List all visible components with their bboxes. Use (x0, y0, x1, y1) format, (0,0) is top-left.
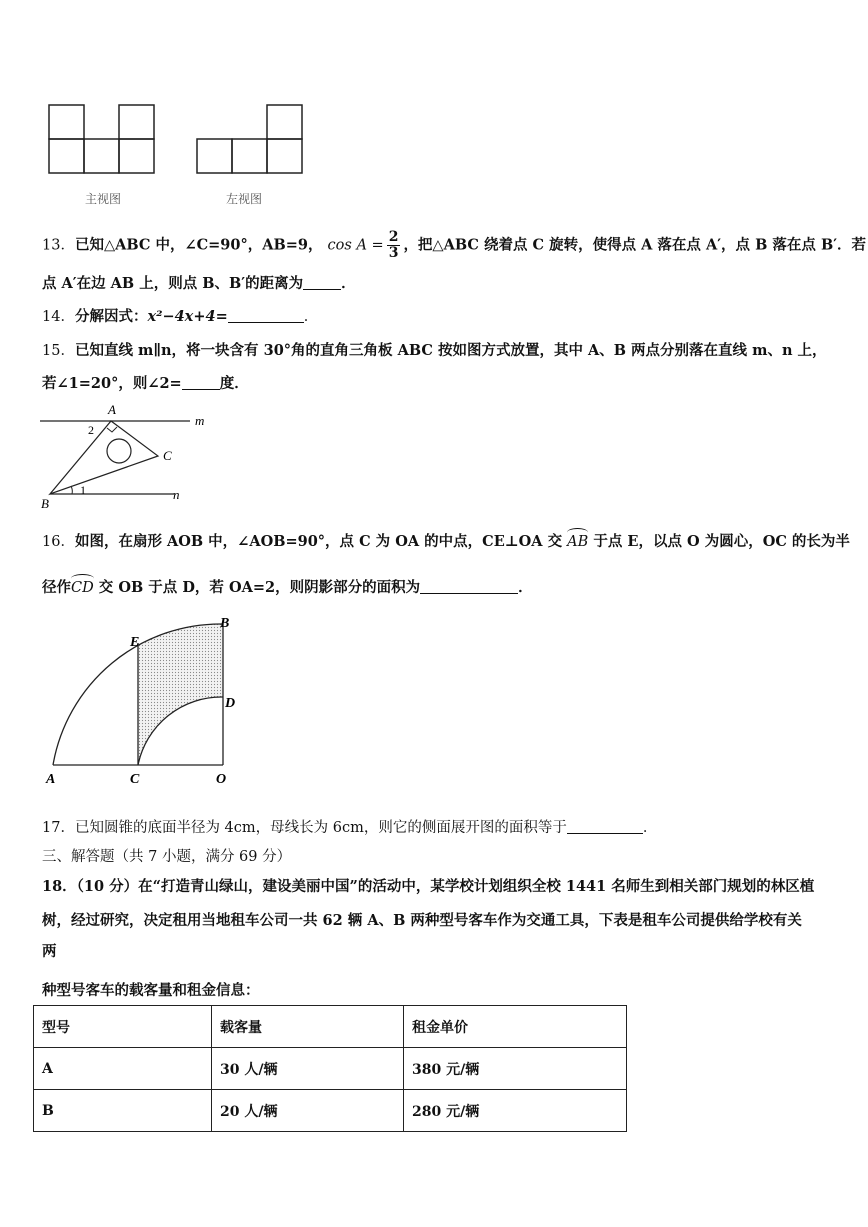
label-angle-1: 1 (80, 483, 86, 497)
label-d: D (225, 696, 236, 711)
q15-answer-blank[interactable] (182, 375, 220, 390)
q17-answer-blank[interactable] (567, 819, 643, 834)
q16-answer-blank[interactable] (420, 579, 518, 594)
q15-figure (38, 400, 210, 515)
q13-answer-blank[interactable] (303, 275, 341, 290)
table-header-cell: 租金单价 (404, 1006, 627, 1048)
q17-text: 已知圆锥的底面半径为 4cm，母线长为 6cm，则它的侧面展开图的面积等于 (74, 820, 567, 836)
q13-end: ． (341, 275, 356, 292)
q16-line2 (42, 574, 533, 598)
table-header-cell: 型号 (34, 1006, 212, 1048)
label-c: C (130, 772, 140, 787)
q14-text: 分解因式： (74, 308, 148, 325)
q14-answer-blank[interactable] (228, 308, 304, 323)
triangle-hole (107, 439, 131, 463)
q13-cos-label: cos A = (327, 237, 384, 254)
label-b: B (220, 616, 230, 631)
q17-line (42, 818, 657, 838)
q14-expression: x²−4x+4= (147, 308, 228, 325)
q17-number: 17． (42, 820, 75, 836)
q16-figure (36, 605, 251, 790)
q14-line (42, 307, 318, 327)
label-a: A (108, 402, 116, 417)
triangle-abc (50, 421, 158, 494)
q16-part1: 如图，在扇形 AOB 中，∠AOB=90°，点 C 为 OA 的中点，CE⊥OA 交 (74, 533, 563, 550)
angle-1-arc (71, 486, 72, 494)
q13-text-part2: ，把△ABC 绕着点 C 旋转，使得点 A 落在点 A′，点 B 落在点 B′．若 (403, 236, 867, 254)
q16-arc-cd: CD (71, 574, 94, 598)
q13-line2 (42, 274, 356, 294)
q16-end: ． (518, 579, 533, 596)
q13-frac-numerator: 2 (388, 229, 399, 245)
left-view-caption: 左视图 (226, 192, 263, 206)
q16-line2b: 交 OB 于点 D，若 OA=2，则阴影部分的面积为 (98, 579, 421, 596)
q18-line3: 两 (42, 943, 57, 960)
front-view-caption: 主视图 (85, 192, 122, 206)
label-angle-2: 2 (88, 423, 94, 437)
left-view-drawing (197, 105, 302, 173)
q18-line1: 18．（10 分）在“打造青山绿山，建设美丽中国”的活动中，某学校计划组织全校 1441 名师生到相关部门规划的林区植 (42, 878, 815, 895)
front-view-drawing (49, 105, 154, 173)
table-cell: B (34, 1090, 212, 1132)
q18-line2: 树，经过研究，决定租用当地租车公司一共 62 辆 A、B 两种型号客车作为交通工具，下表是租车公司提供给学校有关 (42, 912, 802, 929)
q16-line1 (42, 528, 850, 552)
q15-line1-text: 已知直线 m∥n，将一块含有 30°角的直角三角板 ABC 按如图方式放置，其中 A、B 两点分别落在直线 m、n 上， (74, 342, 827, 359)
q15-line2 (42, 374, 249, 394)
q16-part2: 于点 E，以点 O 为圆心，OC 的长为半 (593, 533, 850, 550)
q15-number: 15． (42, 343, 75, 359)
q13-fraction (387, 230, 401, 261)
q15-line1 (42, 341, 827, 361)
q14-end: ． (303, 309, 319, 325)
label-m: m (195, 413, 205, 428)
shaded-region (138, 624, 223, 763)
q13-line1 (42, 230, 866, 261)
q17-end: ． (642, 820, 658, 836)
table-header-row (34, 1006, 627, 1048)
three-view-figure (40, 98, 320, 213)
table-row (34, 1048, 627, 1090)
table-header-cell: 载客量 (212, 1006, 404, 1048)
table-row (34, 1090, 627, 1132)
q15-end: 度． (219, 375, 249, 392)
label-o: O (216, 772, 227, 787)
section-3-heading: 三、解答题（共 7 小题，满分 69 分） (42, 849, 292, 865)
label-e: E (130, 635, 140, 650)
q16-line2a: 径作 (42, 579, 71, 596)
q13-frac-denominator: 3 (388, 245, 399, 261)
q13-number: 13． (42, 237, 75, 254)
q13-text-part1: 已知△ABC 中，∠C=90°，AB=9， (74, 236, 323, 254)
label-c: C (163, 448, 172, 463)
q16-arc-ab: AB (567, 528, 588, 552)
table-cell: A (34, 1048, 212, 1090)
table-cell: 380 元/辆 (404, 1048, 627, 1090)
table-cell: 20 人/辆 (212, 1090, 404, 1132)
label-b: B (41, 496, 49, 511)
q16-number: 16． (42, 534, 75, 550)
right-angle-mark (107, 427, 117, 432)
table-cell: 30 人/辆 (212, 1048, 404, 1090)
q18-line4: 种型号客车的载客量和租金信息： (42, 982, 260, 999)
q14-number: 14． (42, 309, 75, 325)
label-a: A (46, 772, 56, 787)
table-cell: 280 元/辆 (404, 1090, 627, 1132)
label-n: n (173, 487, 180, 502)
q15-line2-text: 若∠1=20°，则∠2= (42, 375, 182, 392)
q13-line2-text: 点 A′在边 AB 上，则点 B、B′的距离为 (42, 275, 304, 292)
rental-table (33, 1005, 627, 1132)
